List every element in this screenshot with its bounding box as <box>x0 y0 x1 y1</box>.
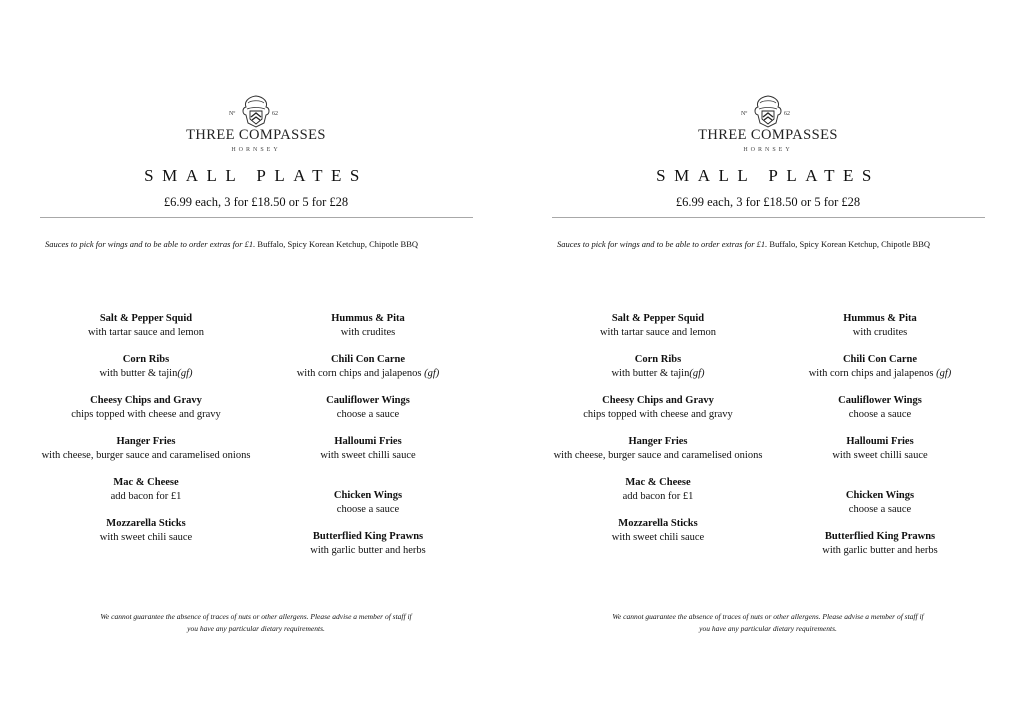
item-name: Corn Ribs <box>122 354 170 365</box>
svg-text:Nº: Nº <box>741 111 748 117</box>
price-line: £6.99 each, 3 for £18.50 or 5 for £28 <box>163 195 349 209</box>
menu-item <box>282 394 454 421</box>
item-name: Halloumi Fries <box>334 436 402 447</box>
allergen-disclaimer: We cannot guarantee the absence of traces of nuts or other allergens. Please advise a member of staff if you have any particular dietary requirements. <box>612 612 924 633</box>
item-desc: with tartar sauce and lemon <box>599 326 717 338</box>
svg-text:Nº: Nº <box>229 111 236 117</box>
item-desc: with cheese, burger sauce and caramelised onions <box>41 449 251 461</box>
item-desc: with crudites <box>852 326 908 338</box>
item-name: Mozzarella Sticks <box>106 518 186 529</box>
item-name: Cheesy Chips and Gravy <box>90 395 202 406</box>
item-desc: add bacon for £1 <box>110 490 182 502</box>
item-name: Butterflied King Prawns <box>824 531 936 542</box>
sauces-list: Buffalo, Spicy Korean Ketchup, Chipotle BBQ <box>255 239 419 249</box>
item-desc: with tartar sauce and lemon <box>87 326 205 338</box>
sauces-list: Buffalo, Spicy Korean Ketchup, Chipotle BBQ <box>767 239 931 249</box>
menu-item <box>40 435 252 462</box>
logo <box>512 94 1024 153</box>
section-title: SMALL PLATES <box>656 166 880 185</box>
menu-column-right <box>282 312 454 571</box>
item-name: Salt & Pepper Squid <box>99 313 193 324</box>
sauces-line <box>45 239 485 249</box>
allergen-disclaimer: We cannot guarantee the absence of traces of nuts or other allergens. Please advise a member of staff if you have any particular dietary requirements. <box>100 612 412 633</box>
gluten-free-tag: (gf) <box>936 367 952 379</box>
item-desc: with sweet chilli sauce <box>320 449 416 461</box>
item-name: Cheesy Chips and Gravy <box>602 395 714 406</box>
item-name: Chili Con Carne <box>330 354 406 365</box>
item-name: Hanger Fries <box>628 436 688 447</box>
item-name: Chili Con Carne <box>842 354 918 365</box>
gluten-free-tag: (gf) <box>689 367 705 379</box>
menu-item <box>40 312 252 339</box>
menu-item <box>282 312 454 339</box>
item-desc: add bacon for £1 <box>622 490 694 502</box>
price-line: £6.99 each, 3 for £18.50 or 5 for £28 <box>675 195 861 209</box>
item-desc: chips topped with cheese and gravy <box>71 408 221 420</box>
menu-item <box>552 476 764 503</box>
menu-column-left <box>40 312 252 558</box>
menu-item <box>40 394 252 421</box>
menu-item <box>794 530 966 557</box>
brand-location: HORNSEY <box>231 147 281 153</box>
logo <box>0 94 512 153</box>
gluten-free-tag: (gf) <box>424 367 440 379</box>
section-title: SMALL PLATES <box>144 166 368 185</box>
brand-location: HORNSEY <box>743 147 793 153</box>
menu-item <box>40 476 252 503</box>
item-name: Mozzarella Sticks <box>618 518 698 529</box>
menu-item <box>282 489 454 516</box>
item-name: Mac & Cheese <box>113 477 179 488</box>
item-desc: with sweet chili sauce <box>99 531 193 543</box>
item-name: Hanger Fries <box>116 436 176 447</box>
item-desc: with garlic butter and herbs <box>822 544 938 556</box>
sauces-note: Sauces to pick for wings and to be able to order extras for £1. <box>557 239 768 249</box>
menu-item <box>794 353 966 380</box>
item-name: Corn Ribs <box>634 354 682 365</box>
item-name: Chicken Wings <box>845 490 915 501</box>
menu-item <box>794 489 966 516</box>
menu-item <box>282 530 454 557</box>
menu-column-left <box>552 312 764 558</box>
item-desc: chips topped with cheese and gravy <box>583 408 733 420</box>
crest-icon <box>226 94 286 128</box>
menu-item <box>552 312 764 339</box>
menu-item <box>282 353 454 380</box>
menu-item <box>552 435 764 462</box>
item-name: Mac & Cheese <box>625 477 691 488</box>
menu-item <box>552 394 764 421</box>
item-name: Cauliflower Wings <box>326 395 410 406</box>
item-desc: with crudites <box>340 326 396 338</box>
item-desc: with corn chips and jalapenos <box>296 367 425 379</box>
divider <box>40 217 473 218</box>
item-desc: choose a sauce <box>848 408 912 420</box>
item-desc: choose a sauce <box>336 503 400 515</box>
menu-item <box>794 435 966 462</box>
menu-panel-right <box>512 0 1024 724</box>
item-desc: with sweet chilli sauce <box>832 449 928 461</box>
item-desc: with butter & tajin <box>99 367 178 379</box>
svg-text:62: 62 <box>784 111 790 117</box>
sauces-line <box>557 239 997 249</box>
item-desc: with corn chips and jalapenos <box>808 367 937 379</box>
gluten-free-tag: (gf) <box>177 367 193 379</box>
menu-item <box>282 435 454 462</box>
item-name: Hummus & Pita <box>331 313 405 324</box>
menu-item <box>40 353 252 380</box>
item-desc: with garlic butter and herbs <box>310 544 426 556</box>
divider <box>552 217 985 218</box>
item-desc: with butter & tajin <box>611 367 690 379</box>
item-name: Butterflied King Prawns <box>312 531 424 542</box>
crest-icon <box>738 94 798 128</box>
item-name: Cauliflower Wings <box>838 395 922 406</box>
menu-item <box>552 517 764 544</box>
item-name: Hummus & Pita <box>843 313 917 324</box>
item-desc: with cheese, burger sauce and caramelised onions <box>553 449 763 461</box>
item-desc: with sweet chili sauce <box>611 531 705 543</box>
item-desc: choose a sauce <box>848 503 912 515</box>
menu-item <box>794 394 966 421</box>
item-name: Chicken Wings <box>333 490 403 501</box>
svg-text:62: 62 <box>272 111 278 117</box>
menu-column-right <box>794 312 966 571</box>
sauces-note: Sauces to pick for wings and to be able to order extras for £1. <box>45 239 256 249</box>
brand-name: THREE COMPASSES <box>186 127 326 143</box>
menu-item <box>552 353 764 380</box>
menu-item <box>794 312 966 339</box>
brand-name: THREE COMPASSES <box>698 127 838 143</box>
item-name: Salt & Pepper Squid <box>611 313 705 324</box>
item-name: Halloumi Fries <box>846 436 914 447</box>
menu-item <box>40 517 252 544</box>
item-desc: choose a sauce <box>336 408 400 420</box>
